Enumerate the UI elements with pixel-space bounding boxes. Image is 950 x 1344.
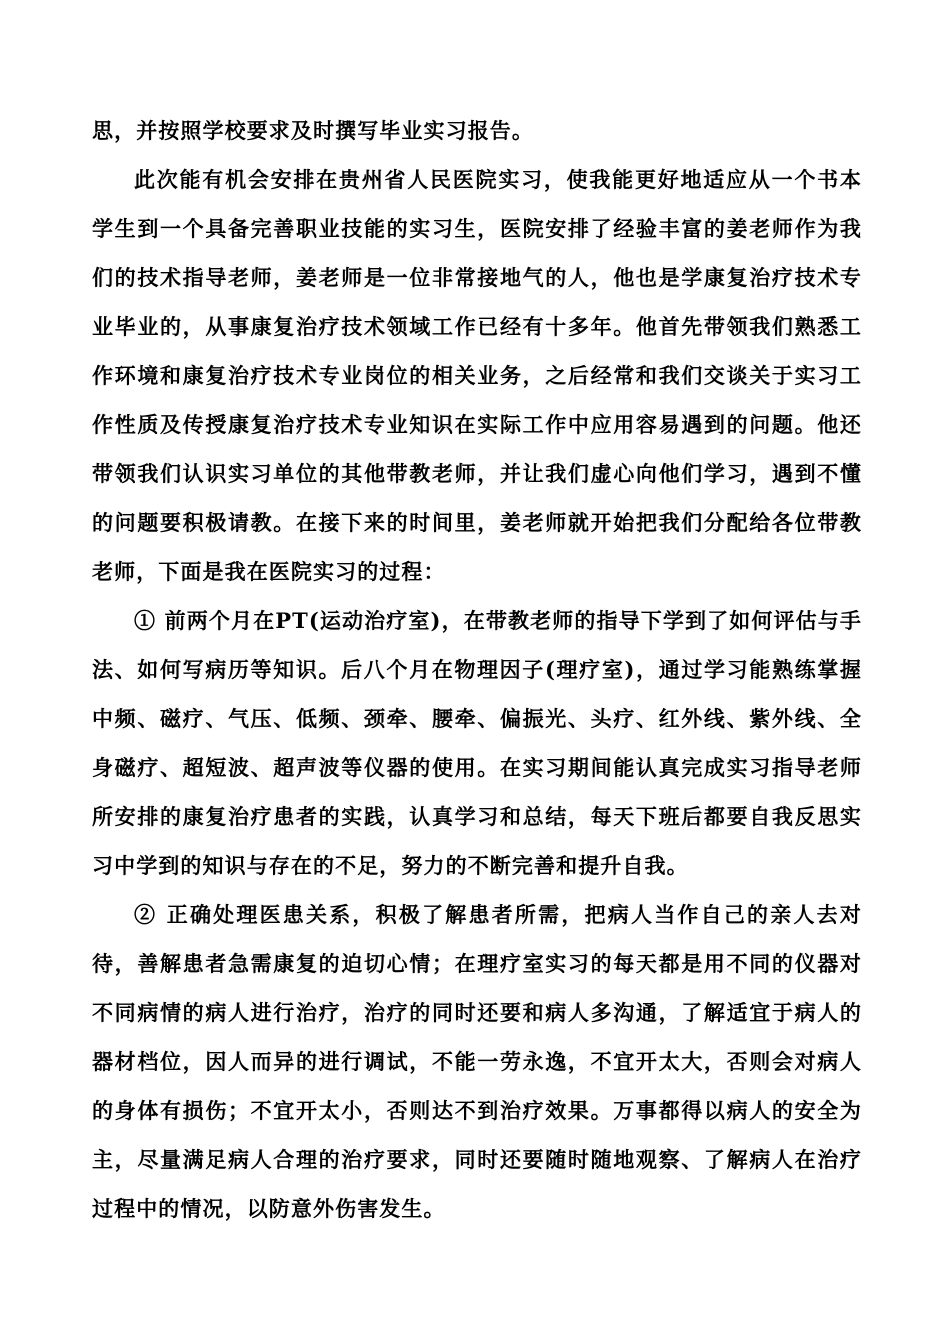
paragraph-internship-intro: 此次能有机会安排在贵州省人民医院实习，使我能更好地适应从一个书本学生到一个具备完善职业技能的实习生，医院安排了经验丰富的姜老师作为我们的技术指导老师，姜老师是一位非常接地气的人，他也是学康复治疗技术专业毕业的，从事康复治疗技术领域工作已经有十多年。他首先带领我们熟悉工作环境和康复治疗技术专业岗位的相关业务，之后经常和我们交谈关于实习工作性质及传授康复治疗技术专业知识在实际工作中应用容易遇到的问题。他还带领我们认识实习单位的其他带教老师，并让我们虚心向他们学习，遇到不懂的问题要积极请教。在接下来的时间里，姜老师就开始把我们分配给各位带教老师，下面是我在医院实习的过程： (92, 167, 862, 584)
paragraph-continuation: 思，并按照学校要求及时撰写毕业实习报告。 (92, 118, 534, 143)
paragraph-item-2: ② 正确处理医患关系，积极了解患者所需，把病人当作自己的亲人去对待，善解患者急需康复的迫切心情；在理疗室实习的每天都是用不同的仪器对不同病情的病人进行治疗，治疗的同时还要和病人多沟通，了解适宜于病人的器材档位，因人而异的进行调试，不能一劳永逸，不宜开太大，否则会对病人的身体有损伤；不宜开太小，否则达不到治疗效果。万事都得以病人的安全为主，尽量满足病人合理的治疗要求，同时还要随时随地观察、了解病人在治疗过程中的情况，以防意外伤害发生。 (92, 902, 862, 1221)
paragraph-item-1: ① 前两个月在PT(运动治疗室)，在带教老师的指导下学到了如何评估与手法、如何写病历等知识。后八个月在物理因子(理疗室)，通过学习能熟练掌握中频、磁疗、气压、低频、颈牵、腰牵、偏振光、头疗、红外线、紫外线、全身磁疗、超短波、超声波等仪器的使用。在实习期间能认真完成实习指导老师所安排的康复治疗患者的实践，认真学习和总结，每天下班后都要自我反思实习中学到的知识与存在的不足，努力的不断完善和提升自我。 (92, 608, 862, 878)
body-text (92, 106, 862, 1233)
